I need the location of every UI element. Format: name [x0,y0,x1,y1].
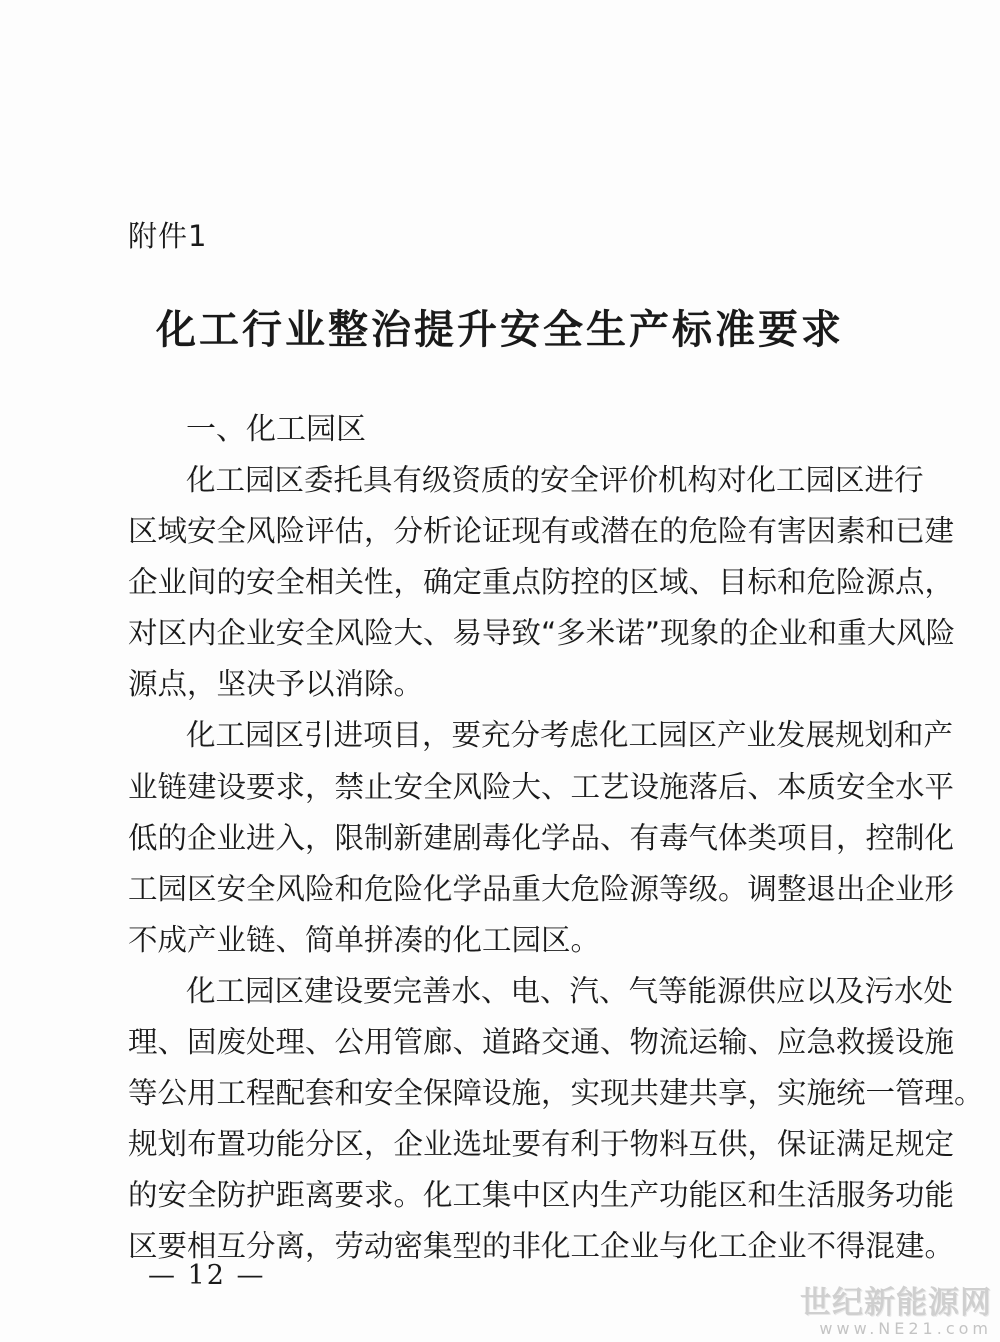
paragraph-line: 规划布置功能分区，企业选址要有利于物料互供，保证满足规定 [128,1127,955,1162]
document-title: 化工行业整治提升安全生产标准要求 [156,307,844,353]
paragraph-line: 源点，坚决予以消除。 [128,667,424,702]
paragraph-line: 业链建设要求，禁止安全风险大、工艺设施落后、本质安全水平 [128,769,955,804]
paragraph-line: 工园区安全风险和危险化学品重大危险源等级。调整退出企业形 [128,871,955,906]
paragraph-line: 等公用工程配套和安全保障设施，实现共建共享，实施统一管理。 [128,1076,984,1111]
section-heading: 一、化工园区 [186,412,366,447]
paragraph-line: 化工园区委托具有级资质的安全评价机构对化工园区进行 [186,463,924,497]
paragraph-line: 区要相互分离，劳动密集型的非化工企业与化工企业不得混建。 [128,1229,955,1264]
paragraph-line: 企业间的安全相关性，确定重点防控的区域、目标和危险源点， [128,565,955,600]
paragraph-line: 区域安全风险评估，分析论证现有或潜在的危险有害因素和已建 [128,514,955,549]
paragraph-line: 对区内企业安全风险大、易导致“多米诺”现象的企业和重大风险 [128,616,956,651]
page-number: — 12 — [148,1260,266,1291]
paragraph-line: 化工园区引进项目，要充分考虑化工园区产业发展规划和产 [186,718,954,753]
paragraph-line: 的安全防护距离要求。化工集中区内生产功能区和生活服务功能 [128,1178,955,1213]
watermark-name: 世纪新能源网 [800,1285,992,1321]
paragraph-line: 低的企业进入，限制新建剧毒化学品、有毒气体类项目，控制化 [128,820,955,855]
watermark-url: www.NE21.com [819,1319,992,1338]
body-text [128,455,984,1273]
paragraph-line: 化工园区建设要完善水、电、汽、气等能源供应以及污水处 [186,973,954,1008]
attachment-label: 附件1 [128,219,208,253]
paragraph-line: 理、固废处理、公用管廊、道路交通、物流运输、应急救援设施 [128,1025,955,1060]
paragraph-line: 不成产业链、简单拼凑的化工园区。 [128,922,601,957]
watermark [800,1286,992,1338]
